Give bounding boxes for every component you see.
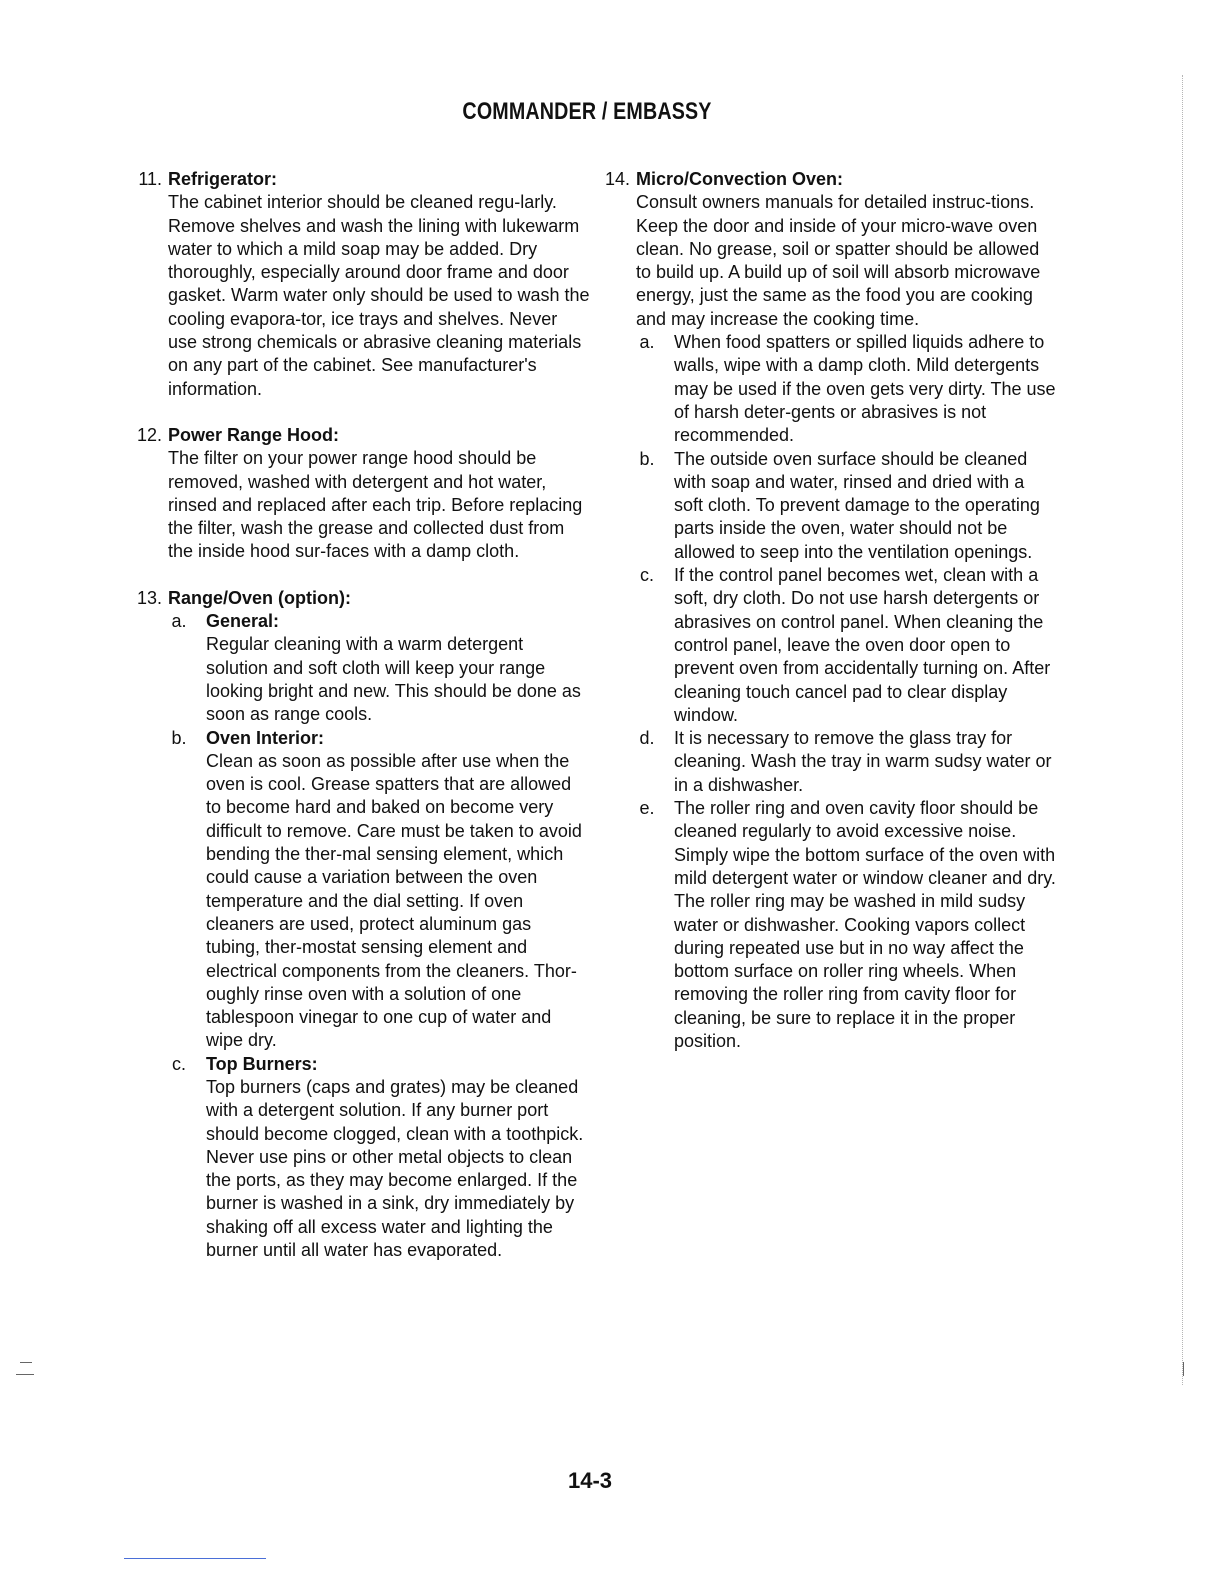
section-title: Micro/Convection Oven: [636, 169, 844, 189]
subsection-item [636, 331, 1058, 447]
section-number: 14. [604, 169, 630, 189]
page-title: COMMANDER / EMBASSY [462, 98, 712, 125]
subsection-letter: b. [171, 727, 187, 748]
subsection-letter: a. [171, 611, 187, 632]
section-number: 11. [138, 169, 162, 189]
subsection-oven-interior [168, 727, 590, 1053]
subsection-item [636, 727, 1058, 797]
subsection-body: Top burners (caps and grates) may be cleaned with a detergent solution. If any burner port should become clogged, clean with a toothpick. Never use pins or other metal objects to clean the ports, as they may become enlarged. If the burner is washed in a sink, dry immediately by shaking off all excess water and lighting the burner until all water has evaporated. [206, 1076, 584, 1261]
scan-margin-mark [20, 1362, 32, 1363]
section-title: Refrigerator: [168, 169, 278, 189]
subsection-title: Top Burners: [206, 1053, 318, 1074]
scan-edge-line [1182, 75, 1183, 1385]
subsection-title: General: [206, 611, 280, 632]
subsection-item [636, 797, 1058, 1053]
section-micro-convection-oven [598, 168, 1058, 1053]
subsection-body: Clean as soon as possible after use when the oven is cool. Grease spatters that are allowed to become hard and baked on become very difficult to remove. Care must be taken to avoid bending the ther-mal sensing element, which could cause a variation between the oven temperature and the dial setting. If oven cleaners are used, protect aluminum gas tubing, ther-mostat sensing element and electrical components from the cleaners. Thor-oughly rinse oven with a solution of one tablespoon vinegar to one cup of water and wipe dry. [206, 750, 582, 1051]
subsection-body: The roller ring and oven cavity floor should be cleaned regularly to avoid excessive noise. Simply wipe the bottom surface of the oven with mild detergent water or window cleaner and dry. The roller ring may be washed in mild sudsy water or dishwasher. Cooking vapors collect during repeated use but in no way affect the bottom surface on roller ring wheels. When removing the roller ring from cavity floor for cleaning, be sure to replace it in the proper position. [674, 798, 1056, 1051]
subsection-letter: b. [639, 448, 655, 469]
subsection-top-burners [168, 1053, 590, 1263]
section-range-oven [130, 587, 590, 1263]
subsection-body: It is necessary to remove the glass tray for cleaning. Wash the tray in warm sudsy water or in a dishwasher. [674, 728, 1052, 795]
subsection-item [636, 448, 1058, 564]
subsection-letter: e. [639, 798, 655, 819]
subsection-body: If the control panel becomes wet, clean with a soft, dry cloth. Do not use harsh detergents or abrasives on control panel. When cleaning the control panel, leave the oven door open to prevent oven from accidentally turning on. After cleaning touch cancel pad to clear display window. [674, 565, 1051, 725]
section-body: Consult owners manuals for detailed instruc-tions. Keep the door and inside of your micro-wave oven clean. No grease, soil or spatter should be allowed to build up. A build up of soil will absorb microwave energy, just the same as the food you are cooking and may increase the cooking time. [636, 192, 1041, 329]
right-column [598, 168, 1058, 1053]
section-body: The cabinet interior should be cleaned regu-larly. Remove shelves and wash the lining with lukewarm water to which a mild soap may be added. Dry thoroughly, especially around door frame and door gasket. Warm water only should be used to wash the cooling evapora-tor, ice trays and shelves. Never use strong chemicals or abrasive cleaning materials on any part of the cabinet. See manufacturer's information. [168, 192, 590, 399]
section-title: Range/Oven (option): [168, 587, 351, 608]
scan-margin-mark [1183, 1362, 1184, 1376]
subsection-body: The outside oven surface should be cleaned with soap and water, rinsed and dried with a soft cloth. To prevent damage to the operating parts inside the oven, water should not be allowed to seep into the ventilation openings. [674, 448, 1040, 562]
page-number: 14-3 [567, 1468, 613, 1493]
subsection-general [168, 610, 590, 726]
subsection-letter: c. [639, 565, 654, 586]
subsection-letter: c. [171, 1053, 186, 1074]
section-power-range-hood [130, 424, 590, 564]
left-column [130, 168, 590, 1262]
subsection-item [636, 564, 1058, 727]
section-number: 12. [136, 424, 162, 445]
subsection-title: Oven Interior: [206, 727, 325, 748]
section-number: 13. [136, 587, 162, 608]
subsection-letter: d. [639, 728, 655, 749]
section-title: Power Range Hood: [168, 424, 340, 445]
scan-margin-mark [16, 1374, 34, 1375]
scan-bottom-line [124, 1558, 266, 1559]
subsection-body: When food spatters or spilled liquids adhere to walls, wipe with a damp cloth. Mild detergents may be used if the oven gets very dirty. The use of harsh deter-gents or abrasives is not recommended. [674, 332, 1056, 446]
section-refrigerator [130, 168, 590, 401]
section-body: The filter on your power range hood should be removed, washed with detergent and hot water, rinsed and replaced after each trip. Before replacing the filter, wash the grease and collected dust from the inside hood sur-faces with a damp cloth. [168, 448, 583, 562]
subsection-body: Regular cleaning with a warm detergent solution and soft cloth will keep your range looking bright and new. This should be done as soon as range cools. [206, 634, 581, 725]
subsection-letter: a. [639, 332, 655, 353]
